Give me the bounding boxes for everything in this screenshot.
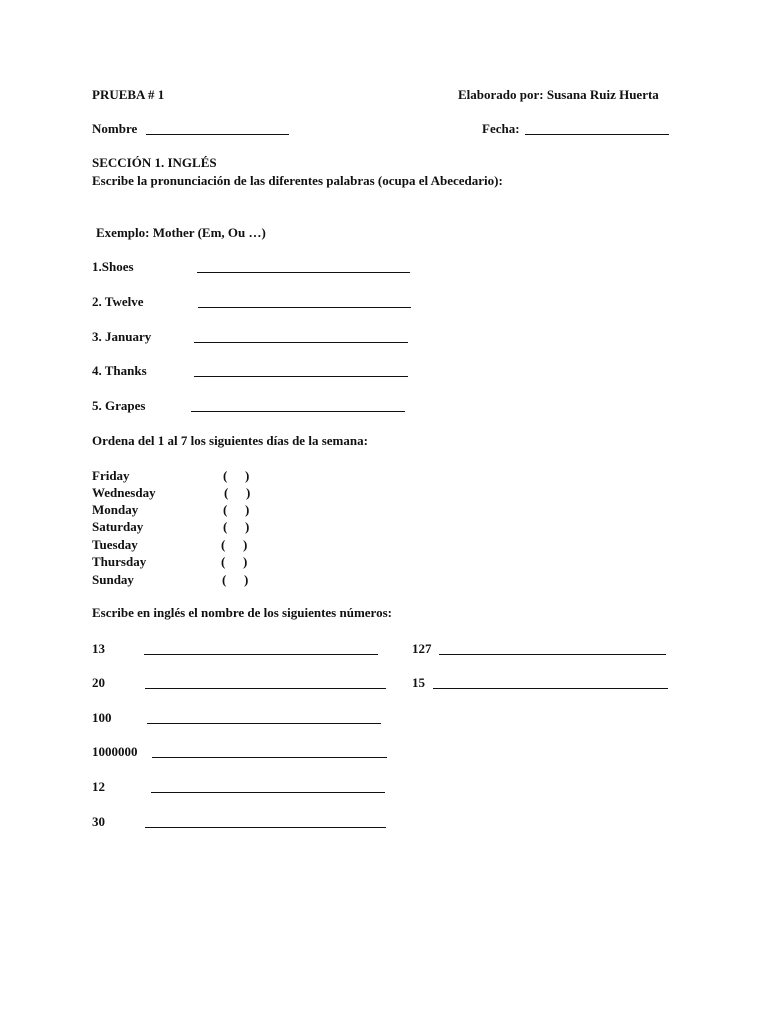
word-answer-blank[interactable] — [198, 307, 411, 308]
number-item: 15 — [412, 675, 425, 690]
section-title: SECCIÓN 1. INGLÉS — [92, 155, 217, 170]
number-item: 100 — [92, 710, 112, 725]
word-item: 5. Grapes — [92, 398, 146, 413]
days-instruction: Ordena del 1 al 7 los siguientes días de la semana: — [92, 433, 368, 448]
author-label: Elaborado por: Susana Ruiz Huerta — [458, 87, 659, 102]
day-item: Saturday — [92, 519, 144, 534]
number-answer-blank[interactable] — [151, 792, 385, 793]
day-order-box[interactable] — [223, 520, 253, 534]
date-label: Fecha: — [482, 121, 520, 136]
day-order-box[interactable] — [221, 555, 251, 569]
number-item: 127 — [412, 641, 432, 656]
test-title: PRUEBA # 1 — [92, 87, 165, 102]
number-answer-blank[interactable] — [433, 688, 668, 689]
number-answer-blank[interactable] — [152, 757, 387, 758]
word-answer-blank[interactable] — [194, 376, 408, 377]
word-item: 2. Twelve — [92, 294, 144, 309]
word-item: 4. Thanks — [92, 363, 147, 378]
number-item: 20 — [92, 675, 105, 690]
name-blank[interactable] — [146, 134, 289, 135]
day-order-box[interactable] — [223, 469, 253, 483]
word-item: 3. January — [92, 329, 152, 344]
number-answer-blank[interactable] — [145, 688, 386, 689]
paren-close: ) — [245, 519, 250, 534]
day-order-box[interactable] — [224, 486, 254, 500]
paren-close: ) — [243, 537, 248, 552]
number-answer-blank[interactable] — [439, 654, 666, 655]
number-item: 13 — [92, 641, 105, 656]
paren-open: ( — [223, 468, 228, 483]
paren-open: ( — [223, 519, 228, 534]
day-item: Monday — [92, 502, 139, 517]
paren-close: ) — [246, 485, 251, 500]
word-answer-blank[interactable] — [191, 411, 405, 412]
name-label: Nombre — [92, 121, 138, 136]
paren-open: ( — [223, 502, 228, 517]
day-item: Sunday — [92, 572, 134, 587]
word-answer-blank[interactable] — [197, 272, 410, 273]
pronunciation-instruction: Escribe la pronunciación de las diferentes palabras (ocupa el Abecedario): — [92, 173, 503, 188]
day-order-box[interactable] — [222, 573, 252, 587]
numbers-instruction: Escribe en inglés el nombre de los siguientes números: — [92, 605, 392, 620]
word-item: 1.Shoes — [92, 259, 134, 274]
day-item: Thursday — [92, 554, 147, 569]
number-answer-blank[interactable] — [145, 827, 386, 828]
word-answer-blank[interactable] — [194, 342, 408, 343]
date-blank[interactable] — [525, 134, 669, 135]
number-answer-blank[interactable] — [144, 654, 378, 655]
day-order-box[interactable] — [223, 503, 253, 517]
paren-open: ( — [222, 572, 227, 587]
paren-close: ) — [244, 572, 249, 587]
number-item: 1000000 — [92, 744, 138, 759]
paren-close: ) — [245, 468, 250, 483]
paren-close: ) — [243, 554, 248, 569]
paren-open: ( — [224, 485, 229, 500]
day-item: Friday — [92, 468, 130, 483]
day-order-box[interactable] — [221, 538, 251, 552]
example-text: Exemplo: Mother (Em, Ou …) — [96, 225, 266, 240]
number-item: 12 — [92, 779, 105, 794]
number-answer-blank[interactable] — [147, 723, 381, 724]
paren-open: ( — [221, 537, 226, 552]
day-item: Wednesday — [92, 485, 156, 500]
paren-close: ) — [245, 502, 250, 517]
day-item: Tuesday — [92, 537, 138, 552]
paren-open: ( — [221, 554, 226, 569]
number-item: 30 — [92, 814, 105, 829]
